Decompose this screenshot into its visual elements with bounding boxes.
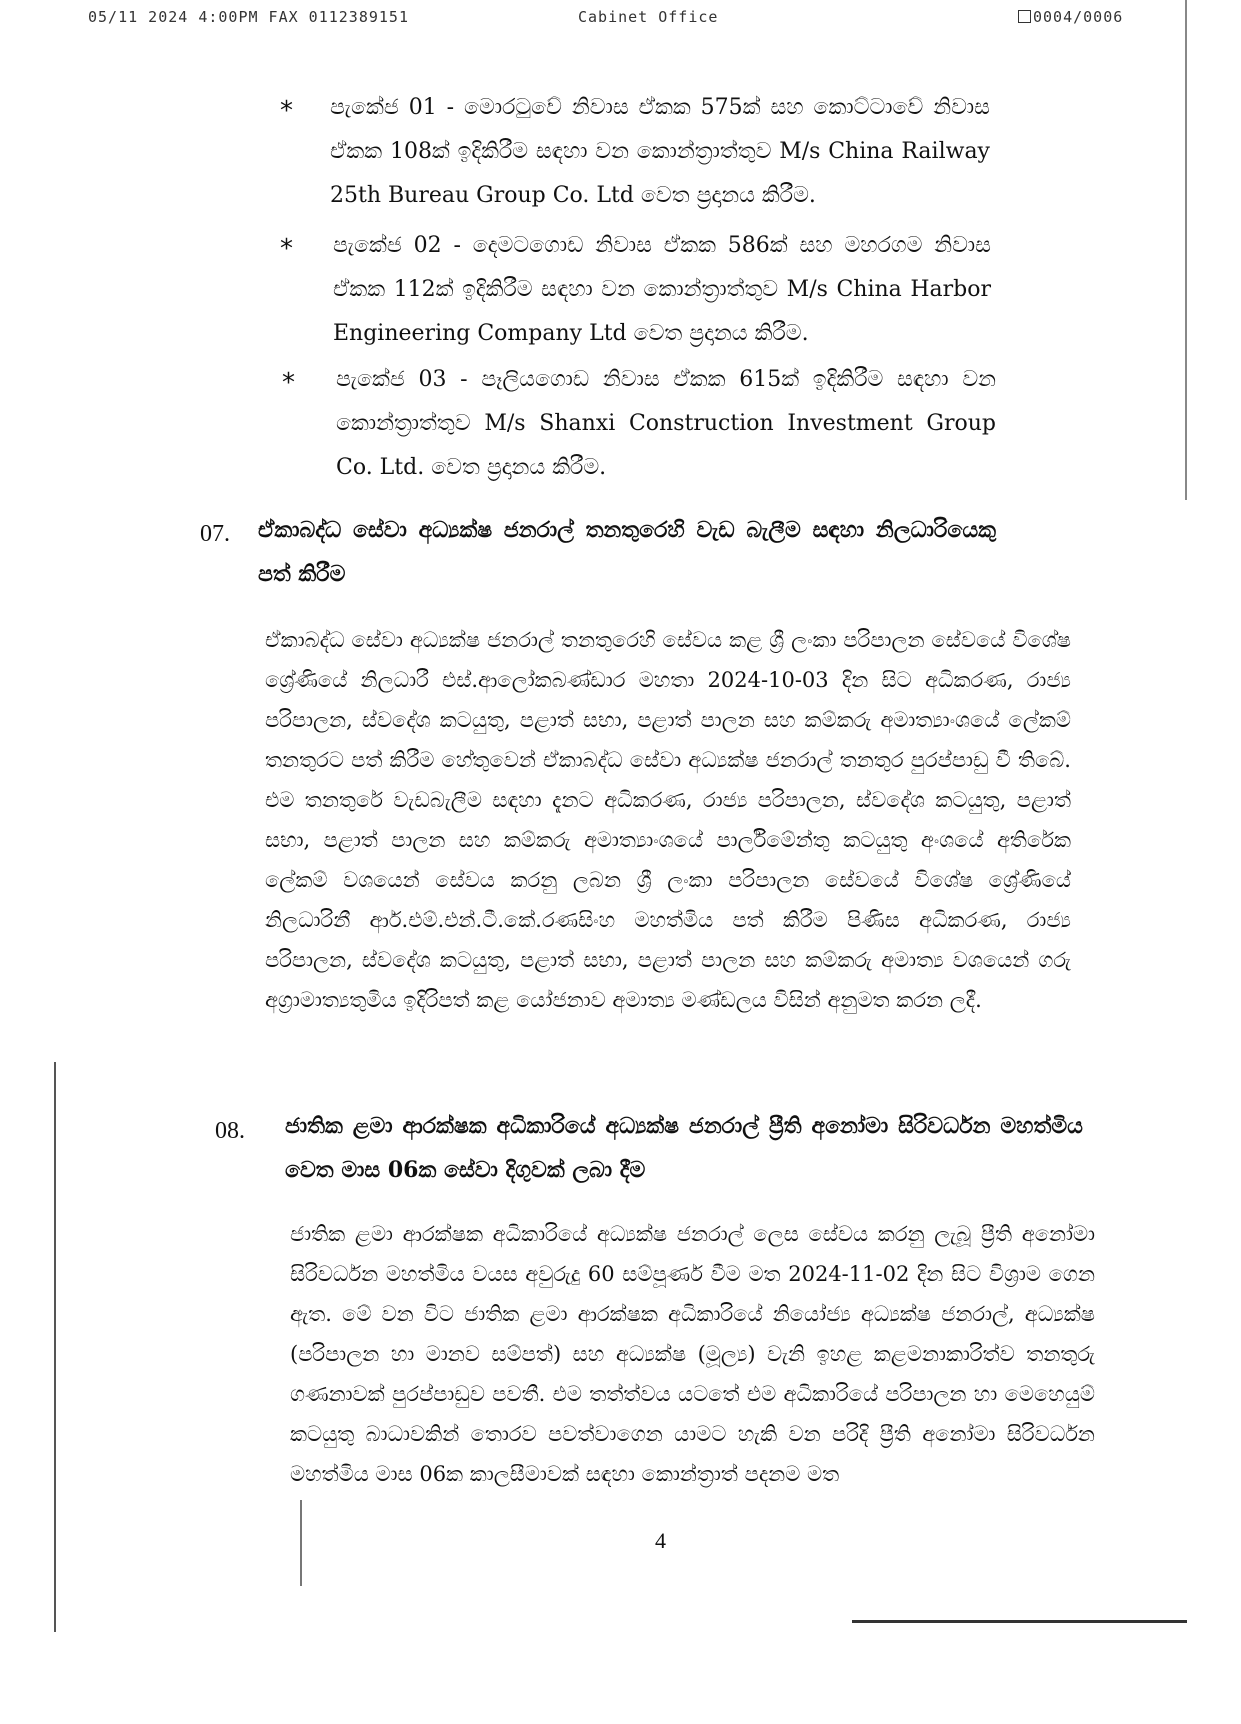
scan-mark: [1185, 0, 1187, 500]
fax-header: [0, 8, 1241, 32]
section-title: ඒකාබද්ධ සේවා අධ්‍යක්ෂ ජනරාල් තනතුරෙහි වැඩ බැලීම සඳහා නිලධාරියෙකු පත් කිරීම: [258, 517, 996, 587]
page-number: 4: [655, 1528, 666, 1553]
fax-line: 05/11 2024 4:00PM FAX 0112389151: [88, 8, 409, 26]
section-number: 08.: [215, 1118, 245, 1144]
bullet-item-package-03: පැකේජ 03 - පෑලියගොඩ නිවාස ඒකක 615ක් ඉදිකිරීම සඳහා වන කොන්ත්‍රාත්තුව M/s Shanxi Construction Investment Group Co. Ltd. වෙත ප්‍රදානය කිරීම.: [336, 367, 996, 480]
bullet-marker: *: [280, 96, 293, 126]
page-counter-text: 0004/0006: [1033, 8, 1124, 26]
page-counter: [1018, 8, 1123, 26]
bullet-item-package-01: පැකේජ 01 - මොරටුවේ නිවාස ඒකක 575ක් සහ කොට්ටාවේ නිවාස ඒකක 108ක් ඉදිකිරීම සඳහා වන කොන්ත්‍රාත්තුව M/s China Railway 25th Bureau Group Co. Ltd වෙත ප්‍රදානය කිරීම.: [330, 95, 990, 208]
checkbox-icon: [1018, 10, 1031, 23]
section-body: ජාතික ළමා ආරක්ෂක අධිකාරියේ අධ්‍යක්ෂ ජනරාල් ලෙස සේවය කරනු ලැබූ ප්‍රීති අනෝමා සිරිවර්ධන මහත්මිය වයස අවුරුදු 60 සම්පූර්ණ වීම මත 2024-11-02 දින සිට විශ්‍රාම ගෙන ඇත. මේ වන විට ජාතික ළමා ආරක්ෂක අධිකාරියේ නියෝජ්‍ය අධ්‍යක්ෂ ජනරාල්, අධ්‍යක්ෂ (පරිපාලන හා මානව සම්පත්) සහ අධ්‍යක්ෂ (මූල්‍ය) වැනි ඉහළ කළමනාකාරිත්ව තනතුරු ගණනාවක් පුරප්පාඩුව පවතී. එම තත්ත්වය යටතේ එම අධිකාරියේ පරිපාලන හා මෙහෙයුම් කටයුතු බාධාවකින් තොරව පවත්වාගෙන යාමට හැකි වන පරිදි ප්‍රීති අනෝමා සිරිවර්ධන මහත්මිය මාස 06ක කාලසීමාවක් සඳහා කොන්ත්‍රාත් පදනම මත: [290, 1222, 1095, 1486]
section-number: 07.: [200, 521, 230, 547]
section-body: ඒකාබද්ධ සේවා අධ්‍යක්ෂ ජනරාල් තනතුරෙහි සේවය කළ ශ්‍රී ලංකා පරිපාලන සේවයේ විශේෂ ශ්‍රේණියේ නිලධාරී එස්.ආලෝකබණ්ඩාර මහතා 2024-10-03 දින සිට අධිකරණ, රාජ්‍ය පරිපාලන, ස්වදේශ කටයුතු, පළාත් සභා, පළාත් පාලන සහ කම්කරු අමාත්‍යාංශයේ ලේකම් තනතුරට පත් කිරීම හේතුවෙන් ඒකාබද්ධ සේවා අධ්‍යක්ෂ ජනරාල් තනතුර පුරප්පාඩු වී තිබේ. එම තනතුරේ වැඩබැලීම සඳහා දැනට අධිකරණ, රාජ්‍ය පරිපාලන, ස්වදේශ කටයුතු, පළාත් සභා, පළාත් පාලන සහ කම්කරු අමාත්‍යාංශයේ පාර්ලිමේන්තු කටයුතු අංශයේ අතිරේක ලේකම් වශයෙන් සේවය කරනු ලබන ශ්‍රී ලංකා පරිපාලන සේවයේ විශේෂ ශ්‍රේණියේ නිලධාරිනී ආර්.එම්.එන්.ටී.කේ.රණසිංහ මහත්මිය පත් කිරීම පිණිස අධිකරණ, රාජ්‍ය පරිපාලන, ස්වදේශ කටයුතු, පළාත් සභා, පළාත් පාලන සහ කම්කරු අමාත්‍ය වශයෙන් ගරු අග්‍රාමාත්‍යතුමිය ඉදිරිපත් කළ යෝජනාව අමාත්‍ය මණ්ඩලය විසින් අනුමත කරන ලදී.: [265, 628, 1071, 1012]
scan-mark: [852, 1620, 1187, 1623]
section-title: ජාතික ළමා ආරක්ෂක අධිකාරියේ අධ්‍යක්ෂ ජනරාල් ප්‍රීති අනෝමා සිරිවර්ධන මහත්මිය වෙත මාස 06ක සේවා දිගුවක් ලබා දීම: [285, 1113, 1083, 1183]
office-name: Cabinet Office: [578, 8, 719, 26]
scan-mark: [300, 1500, 302, 1586]
scan-mark: [54, 1062, 56, 1632]
bullet-marker: *: [280, 234, 293, 264]
bullet-marker: *: [282, 368, 295, 398]
bullet-item-package-02: පැකේජ 02 - දෙමටගොඩ නිවාස ඒකක 586ක් සහ මහරගම නිවාස ඒකක 112ක් ඉදිකිරීම සඳහා වන කොන්ත්‍රාත්තුව M/s China Harbor Engineering Company Ltd වෙත ප්‍රදානය කිරීම.: [333, 233, 991, 346]
